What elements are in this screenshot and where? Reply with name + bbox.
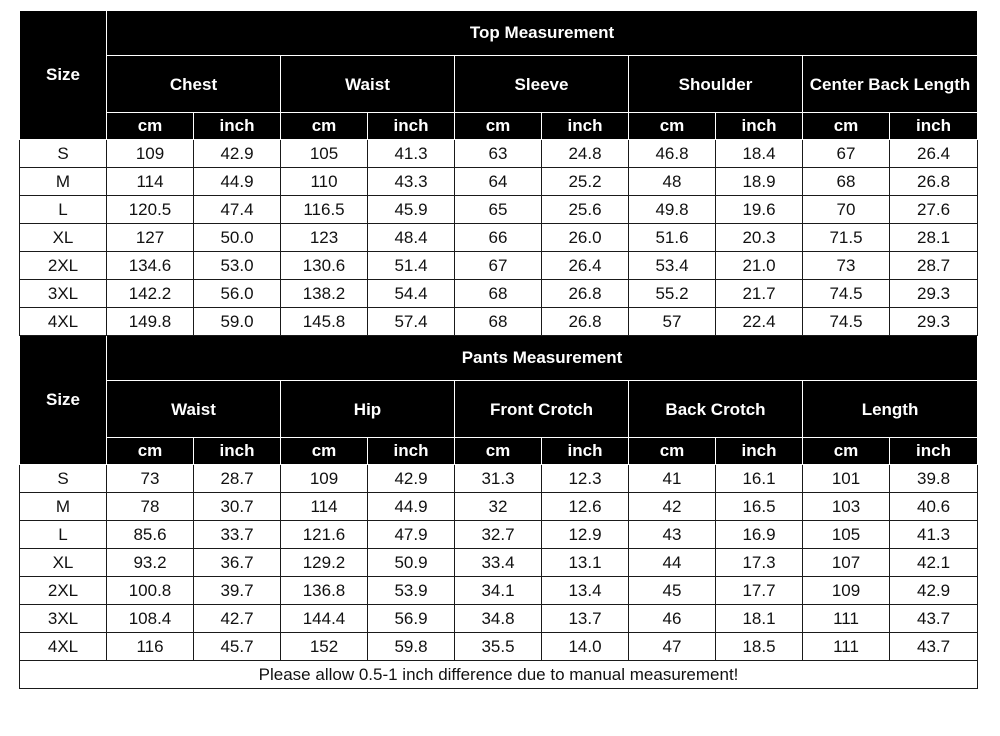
value-cell: 78 [107, 493, 194, 521]
value-cell: 152 [281, 633, 368, 661]
value-cell: 22.4 [716, 308, 803, 336]
value-cell: 39.7 [194, 577, 281, 605]
value-cell: 16.9 [716, 521, 803, 549]
table-row [20, 549, 978, 577]
value-cell: 68 [455, 280, 542, 308]
pants-measurement-section [20, 336, 978, 465]
value-cell: 57.4 [368, 308, 455, 336]
value-cell: 29.3 [890, 280, 978, 308]
value-cell: 65 [455, 196, 542, 224]
value-cell: 45.9 [368, 196, 455, 224]
value-cell: 101 [803, 465, 890, 493]
value-cell: 111 [803, 633, 890, 661]
value-cell: 116 [107, 633, 194, 661]
unit-inch: inch [542, 438, 629, 465]
value-cell: 57 [629, 308, 716, 336]
pants-group-header: Hip [281, 381, 455, 438]
value-cell: 18.5 [716, 633, 803, 661]
value-cell: 39.8 [890, 465, 978, 493]
value-cell: 41.3 [368, 140, 455, 168]
unit-cm: cm [629, 438, 716, 465]
table-row [20, 577, 978, 605]
value-cell: 43.7 [890, 605, 978, 633]
size-cell: L [20, 521, 107, 549]
measurement-note: Please allow 0.5-1 inch difference due to manual measurement! [20, 661, 978, 689]
value-cell: 34.1 [455, 577, 542, 605]
value-cell: 25.6 [542, 196, 629, 224]
value-cell: 26.8 [542, 280, 629, 308]
table-row [20, 605, 978, 633]
size-cell: 3XL [20, 280, 107, 308]
value-cell: 44.9 [368, 493, 455, 521]
size-cell: XL [20, 224, 107, 252]
value-cell: 32 [455, 493, 542, 521]
value-cell: 55.2 [629, 280, 716, 308]
unit-inch: inch [368, 113, 455, 140]
value-cell: 129.2 [281, 549, 368, 577]
value-cell: 108.4 [107, 605, 194, 633]
size-cell: 4XL [20, 308, 107, 336]
value-cell: 42.9 [368, 465, 455, 493]
value-cell: 33.7 [194, 521, 281, 549]
table-row [20, 493, 978, 521]
value-cell: 45 [629, 577, 716, 605]
value-cell: 26.4 [890, 140, 978, 168]
value-cell: 41.3 [890, 521, 978, 549]
value-cell: 42.1 [890, 549, 978, 577]
table-row [20, 168, 978, 196]
top-group-header: Center Back Length [803, 56, 978, 113]
value-cell: 123 [281, 224, 368, 252]
top-group-header: Shoulder [629, 56, 803, 113]
value-cell: 114 [281, 493, 368, 521]
value-cell: 105 [281, 140, 368, 168]
value-cell: 28.1 [890, 224, 978, 252]
top-data-rows [20, 140, 978, 336]
value-cell: 36.7 [194, 549, 281, 577]
value-cell: 31.3 [455, 465, 542, 493]
value-cell: 21.0 [716, 252, 803, 280]
size-cell: 3XL [20, 605, 107, 633]
value-cell: 50.0 [194, 224, 281, 252]
value-cell: 26.8 [890, 168, 978, 196]
table-row [20, 465, 978, 493]
value-cell: 145.8 [281, 308, 368, 336]
value-cell: 67 [455, 252, 542, 280]
top-group-header: Sleeve [455, 56, 629, 113]
value-cell: 20.3 [716, 224, 803, 252]
value-cell: 70 [803, 196, 890, 224]
value-cell: 54.4 [368, 280, 455, 308]
value-cell: 68 [803, 168, 890, 196]
size-cell: S [20, 465, 107, 493]
value-cell: 40.6 [890, 493, 978, 521]
value-cell: 138.2 [281, 280, 368, 308]
table-row [20, 140, 978, 168]
value-cell: 74.5 [803, 308, 890, 336]
size-cell: M [20, 168, 107, 196]
value-cell: 144.4 [281, 605, 368, 633]
value-cell: 111 [803, 605, 890, 633]
unit-inch: inch [716, 113, 803, 140]
unit-inch: inch [194, 438, 281, 465]
unit-cm: cm [281, 438, 368, 465]
value-cell: 17.7 [716, 577, 803, 605]
value-cell: 100.8 [107, 577, 194, 605]
unit-cm: cm [107, 113, 194, 140]
value-cell: 109 [281, 465, 368, 493]
unit-inch: inch [890, 438, 978, 465]
size-cell: 2XL [20, 577, 107, 605]
value-cell: 47.4 [194, 196, 281, 224]
unit-inch: inch [368, 438, 455, 465]
value-cell: 13.4 [542, 577, 629, 605]
value-cell: 103 [803, 493, 890, 521]
value-cell: 74.5 [803, 280, 890, 308]
pants-group-header: Back Crotch [629, 381, 803, 438]
value-cell: 16.5 [716, 493, 803, 521]
value-cell: 43.7 [890, 633, 978, 661]
value-cell: 29.3 [890, 308, 978, 336]
pants-data-rows [20, 465, 978, 661]
value-cell: 48 [629, 168, 716, 196]
value-cell: 73 [107, 465, 194, 493]
size-chart-table [19, 10, 978, 689]
pants-group-header: Length [803, 381, 978, 438]
value-cell: 26.8 [542, 308, 629, 336]
top-unit-row [20, 113, 978, 140]
value-cell: 142.2 [107, 280, 194, 308]
value-cell: 53.9 [368, 577, 455, 605]
value-cell: 49.8 [629, 196, 716, 224]
top-group-header: Waist [281, 56, 455, 113]
value-cell: 130.6 [281, 252, 368, 280]
value-cell: 19.6 [716, 196, 803, 224]
value-cell: 120.5 [107, 196, 194, 224]
unit-cm: cm [281, 113, 368, 140]
value-cell: 109 [803, 577, 890, 605]
value-cell: 32.7 [455, 521, 542, 549]
value-cell: 56.9 [368, 605, 455, 633]
pants-unit-row [20, 438, 978, 465]
value-cell: 93.2 [107, 549, 194, 577]
top-size-header: Size [20, 11, 107, 140]
value-cell: 26.4 [542, 252, 629, 280]
top-group-header: Chest [107, 56, 281, 113]
value-cell: 18.9 [716, 168, 803, 196]
value-cell: 42.9 [194, 140, 281, 168]
value-cell: 18.1 [716, 605, 803, 633]
value-cell: 44.9 [194, 168, 281, 196]
value-cell: 16.1 [716, 465, 803, 493]
value-cell: 134.6 [107, 252, 194, 280]
value-cell: 47 [629, 633, 716, 661]
unit-cm: cm [803, 438, 890, 465]
table-row [20, 224, 978, 252]
value-cell: 73 [803, 252, 890, 280]
value-cell: 47.9 [368, 521, 455, 549]
size-cell: S [20, 140, 107, 168]
value-cell: 110 [281, 168, 368, 196]
value-cell: 17.3 [716, 549, 803, 577]
unit-inch: inch [890, 113, 978, 140]
table-row [20, 252, 978, 280]
unit-inch: inch [716, 438, 803, 465]
unit-cm: cm [803, 113, 890, 140]
table-row [20, 633, 978, 661]
pants-size-header: Size [20, 336, 107, 465]
value-cell: 42 [629, 493, 716, 521]
size-cell: L [20, 196, 107, 224]
pants-measurement-title: Pants Measurement [107, 336, 978, 381]
table-row [20, 196, 978, 224]
value-cell: 67 [803, 140, 890, 168]
value-cell: 71.5 [803, 224, 890, 252]
unit-cm: cm [455, 113, 542, 140]
unit-cm: cm [455, 438, 542, 465]
pants-group-header: Waist [107, 381, 281, 438]
value-cell: 28.7 [194, 465, 281, 493]
value-cell: 41 [629, 465, 716, 493]
value-cell: 18.4 [716, 140, 803, 168]
size-cell: 4XL [20, 633, 107, 661]
value-cell: 114 [107, 168, 194, 196]
value-cell: 59.8 [368, 633, 455, 661]
value-cell: 34.8 [455, 605, 542, 633]
value-cell: 33.4 [455, 549, 542, 577]
pants-group-header: Front Crotch [455, 381, 629, 438]
value-cell: 109 [107, 140, 194, 168]
size-cell: 2XL [20, 252, 107, 280]
value-cell: 21.7 [716, 280, 803, 308]
value-cell: 59.0 [194, 308, 281, 336]
value-cell: 35.5 [455, 633, 542, 661]
value-cell: 51.6 [629, 224, 716, 252]
value-cell: 149.8 [107, 308, 194, 336]
value-cell: 127 [107, 224, 194, 252]
value-cell: 53.4 [629, 252, 716, 280]
value-cell: 107 [803, 549, 890, 577]
size-chart [19, 10, 977, 689]
value-cell: 30.7 [194, 493, 281, 521]
unit-inch: inch [194, 113, 281, 140]
value-cell: 116.5 [281, 196, 368, 224]
value-cell: 68 [455, 308, 542, 336]
value-cell: 56.0 [194, 280, 281, 308]
value-cell: 44 [629, 549, 716, 577]
top-measurement-title: Top Measurement [107, 11, 978, 56]
value-cell: 46 [629, 605, 716, 633]
unit-cm: cm [629, 113, 716, 140]
value-cell: 46.8 [629, 140, 716, 168]
value-cell: 45.7 [194, 633, 281, 661]
value-cell: 13.1 [542, 549, 629, 577]
value-cell: 43 [629, 521, 716, 549]
value-cell: 14.0 [542, 633, 629, 661]
value-cell: 51.4 [368, 252, 455, 280]
value-cell: 12.3 [542, 465, 629, 493]
top-measurement-section [20, 11, 978, 140]
value-cell: 64 [455, 168, 542, 196]
value-cell: 85.6 [107, 521, 194, 549]
value-cell: 53.0 [194, 252, 281, 280]
value-cell: 50.9 [368, 549, 455, 577]
value-cell: 24.8 [542, 140, 629, 168]
unit-inch: inch [542, 113, 629, 140]
value-cell: 12.6 [542, 493, 629, 521]
value-cell: 48.4 [368, 224, 455, 252]
size-cell: XL [20, 549, 107, 577]
value-cell: 25.2 [542, 168, 629, 196]
value-cell: 42.7 [194, 605, 281, 633]
unit-cm: cm [107, 438, 194, 465]
value-cell: 121.6 [281, 521, 368, 549]
table-row [20, 280, 978, 308]
value-cell: 63 [455, 140, 542, 168]
value-cell: 12.9 [542, 521, 629, 549]
size-cell: M [20, 493, 107, 521]
value-cell: 13.7 [542, 605, 629, 633]
value-cell: 27.6 [890, 196, 978, 224]
value-cell: 66 [455, 224, 542, 252]
value-cell: 105 [803, 521, 890, 549]
value-cell: 26.0 [542, 224, 629, 252]
value-cell: 136.8 [281, 577, 368, 605]
table-row [20, 521, 978, 549]
value-cell: 43.3 [368, 168, 455, 196]
value-cell: 28.7 [890, 252, 978, 280]
table-row [20, 308, 978, 336]
value-cell: 42.9 [890, 577, 978, 605]
